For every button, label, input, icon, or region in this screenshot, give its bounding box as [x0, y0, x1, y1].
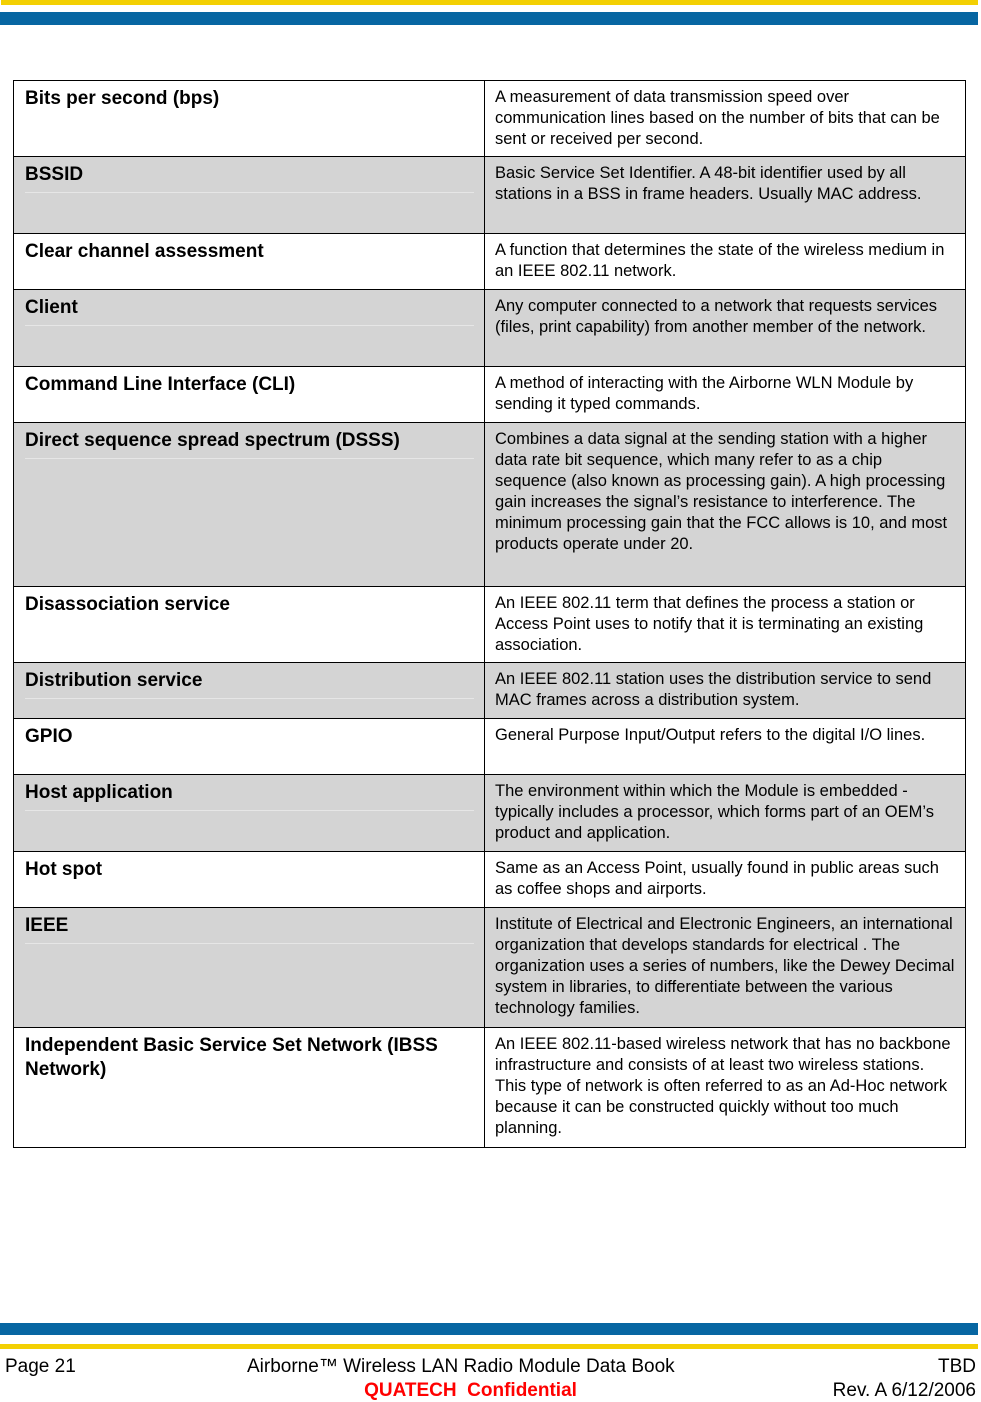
- term-text: GPIO: [25, 726, 73, 747]
- term-text: Distribution service: [14, 663, 484, 693]
- term-text: Disassociation service: [25, 594, 230, 615]
- header-blue-stripe: [0, 12, 978, 25]
- glossary-table: [13, 80, 966, 1148]
- glossary-row: [14, 852, 966, 908]
- definition-cell: [485, 290, 966, 367]
- term-cell: [14, 81, 485, 157]
- glossary-row: [14, 81, 966, 157]
- definition-cell: [485, 852, 966, 908]
- definition-cell: [485, 587, 966, 663]
- definition-cell: [485, 719, 966, 775]
- term-text: Independent Basic Service Set Network (IBSS Network): [25, 1035, 438, 1080]
- page-footer: [0, 1354, 981, 1401]
- term-cell: [14, 719, 485, 775]
- definition-text: Any computer connected to a network that requests services (files, print capability) from another member of the network.: [495, 297, 938, 336]
- term-text: BSSID: [14, 157, 484, 187]
- definition-cell: [485, 423, 966, 587]
- footer-blue-stripe: [0, 1323, 978, 1335]
- term-cell: [14, 157, 485, 234]
- definition-text: An IEEE 802.11-based wireless network that has no backbone infrastructure and consists of at least two wireless stations. This type of network is often referred to as an Ad-Hoc network because it can be constructed quickly without too much planning.: [495, 1035, 951, 1137]
- definition-text: An IEEE 802.11 station uses the distribution service to send MAC frames across a distribution system.: [495, 670, 932, 709]
- term-cell: [14, 1028, 485, 1148]
- glossary-row: [14, 234, 966, 290]
- term-text: Command Line Interface (CLI): [25, 374, 296, 395]
- glossary-row: [14, 908, 966, 1028]
- term-cell: [14, 423, 485, 587]
- definition-text: An IEEE 802.11 term that defines the process a station or Access Point uses to notify that it is terminating an existing association.: [495, 594, 924, 654]
- definition-text: Same as an Access Point, usually found in public areas such as coffee shops and airports.: [495, 859, 939, 898]
- definition-text: Institute of Electrical and Electronic Engineers, an international organization that develops standards for electrical . The organization uses a series of numbers, like the Dewey Decimal system in libraries, to differentiate between the various technology families.: [495, 915, 955, 1017]
- definition-text: A function that determines the state of the wireless medium in an IEEE 802.11 network.: [495, 241, 945, 280]
- term-text: Direct sequence spread spectrum (DSSS): [14, 423, 484, 453]
- definition-cell: [485, 81, 966, 157]
- glossary-row: [14, 290, 966, 367]
- header-yellow-stripe: [1, 0, 978, 5]
- glossary-row: [14, 775, 966, 852]
- glossary-row: [14, 423, 966, 587]
- confidential-label: QUATECH Confidential: [364, 1380, 577, 1401]
- definition-text: Combines a data signal at the sending station with a higher data rate bit sequence, which many refer to as a chip sequence (also known as processing gain). A high processing gain increases the signal’s resistance to interference. The minimum processing gain that the FCC allows is 10, and most products operate under 20.: [495, 430, 948, 553]
- footer-yellow-stripe: [0, 1344, 978, 1349]
- term-cell: [14, 290, 485, 367]
- definition-text: Basic Service Set Identifier. A 48-bit identifier used by all stations in a BSS in frame headers. Usually MAC address.: [495, 164, 922, 203]
- term-text: Host application: [14, 775, 484, 805]
- term-text: Hot spot: [25, 859, 103, 880]
- term-cell: [14, 908, 485, 1028]
- glossary-row: [14, 663, 966, 719]
- definition-text: General Purpose Input/Output refers to the digital I/O lines.: [495, 726, 926, 744]
- document-status: TBD: [938, 1356, 976, 1377]
- term-text: Bits per second (bps): [25, 88, 220, 109]
- glossary-row: [14, 1028, 966, 1148]
- term-text: Client: [14, 290, 484, 320]
- page-number: Page 21: [5, 1356, 76, 1377]
- glossary-row: [14, 367, 966, 423]
- definition-cell: [485, 234, 966, 290]
- definition-text: A method of interacting with the Airborne WLN Module by sending it typed commands.: [495, 374, 914, 413]
- term-cell: [14, 852, 485, 908]
- glossary-body: [14, 81, 966, 1148]
- definition-cell: [485, 908, 966, 1028]
- term-text: IEEE: [14, 908, 484, 938]
- term-cell: [14, 775, 485, 852]
- definition-cell: [485, 367, 966, 423]
- definition-cell: [485, 663, 966, 719]
- definition-cell: [485, 1028, 966, 1148]
- term-cell: [14, 367, 485, 423]
- document-title: Airborne™ Wireless LAN Radio Module Data Book: [247, 1356, 675, 1377]
- term-cell: [14, 587, 485, 663]
- definition-text: The environment within which the Module is embedded - typically includes a processor, which forms part of an OEM’s product and application.: [495, 782, 934, 842]
- glossary-row: [14, 719, 966, 775]
- definition-cell: [485, 775, 966, 852]
- definition-cell: [485, 157, 966, 234]
- term-text: Clear channel assessment: [25, 241, 264, 262]
- glossary-row: [14, 587, 966, 663]
- term-cell: [14, 663, 485, 719]
- term-cell: [14, 234, 485, 290]
- revision-label: Rev. A 6/12/2006: [832, 1380, 976, 1401]
- definition-text: A measurement of data transmission speed over communication lines based on the number of bits that can be sent or received per second.: [495, 88, 940, 148]
- glossary-row: [14, 157, 966, 234]
